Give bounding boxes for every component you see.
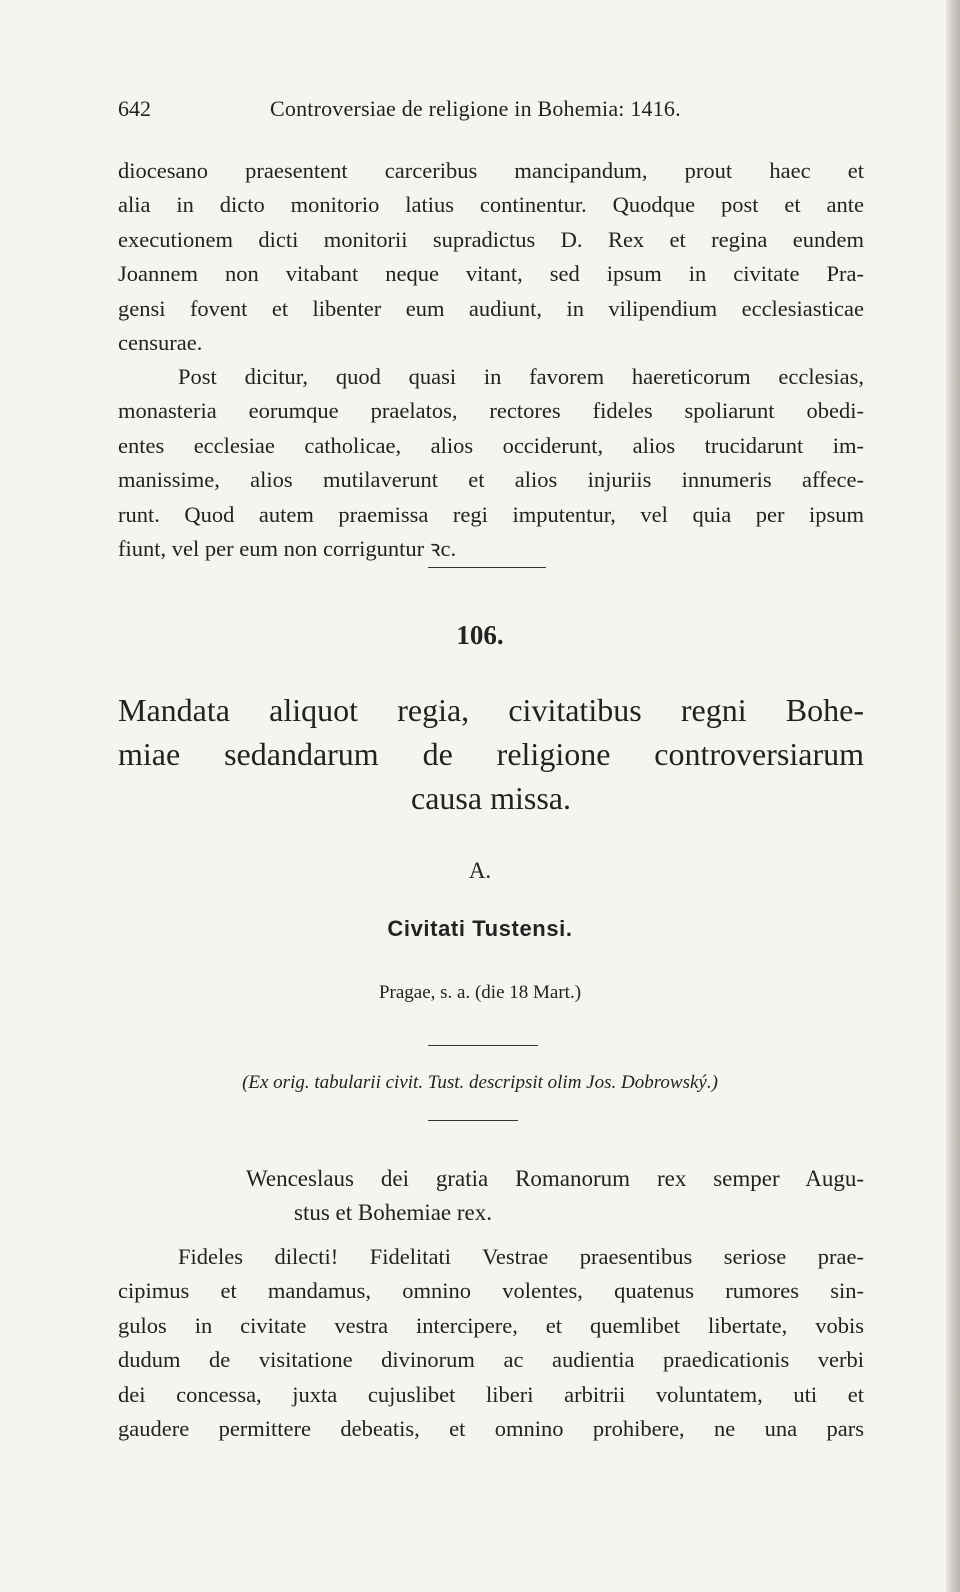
paragraph-3 bbox=[118, 1240, 864, 1446]
text-line: alia in dicto monitorio latius continentur. Quodque post et ante bbox=[118, 192, 864, 218]
addressee-heading: Civitati Tustensi. bbox=[387, 916, 573, 941]
text-line: dei concessa, juxta cujuslibet liberi arbitrii voluntatem, uti et bbox=[118, 1381, 864, 1407]
text-line: dudum de visitatione divinorum ac audientia praedicationis verbi bbox=[118, 1347, 864, 1373]
text-line: Fideles dilecti! Fidelitati Vestrae praesentibus seriose prae- bbox=[178, 1244, 864, 1269]
text-line: monasteria eorumque praelatos, rectores fideles spoliarunt obedi- bbox=[118, 398, 864, 424]
text-line: manissime, alios mutilaverunt et alios injuriis innumeris affece- bbox=[118, 467, 864, 493]
section-divider bbox=[428, 567, 546, 568]
note-divider-top bbox=[428, 1045, 538, 1046]
text-line: gaudere permittere debeatis, et omnino prohibere, ne una pars bbox=[118, 1415, 864, 1441]
text-line: censurae. bbox=[118, 329, 203, 355]
text-line: Joannem non vitabant neque vitant, sed ipsum in civitate Pra- bbox=[118, 261, 864, 287]
paragraph-2 bbox=[118, 360, 864, 566]
note-divider-bottom bbox=[428, 1120, 518, 1121]
document-title bbox=[118, 688, 864, 820]
text-line: gensi fovent et libenter eum audiunt, in vilipendium ecclesiasticae bbox=[118, 295, 864, 321]
source-note: (Ex orig. tabularii civit. Tust. descripsit olim Jos. Dobrowský.) bbox=[242, 1072, 718, 1093]
text-line: fiunt, vel per eum non corriguntur ꝛc. bbox=[118, 535, 457, 561]
text-line: executionem dicti monitorii supradictus D. Rex et regina eundem bbox=[118, 226, 864, 252]
title-line: miae sedandarum de religione controversiarum bbox=[118, 736, 864, 772]
title-line: causa missa. bbox=[411, 780, 571, 816]
salutation bbox=[246, 1162, 864, 1230]
salutation-line: stus et Bohemiae rex. bbox=[294, 1200, 493, 1225]
text-line: Post dicitur, quod quasi in favorem haereticorum ecclesias, bbox=[178, 364, 864, 389]
page-number: 642 bbox=[118, 96, 151, 121]
place-date: Pragae, s. a. (die 18 Mart.) bbox=[378, 982, 582, 1003]
running-title: Controversiae de religione in Bohemia: 1416. bbox=[270, 96, 681, 121]
title-line: Mandata aliquot regia, civitatibus regni Bohe- bbox=[118, 692, 864, 728]
text-line: diocesano praesentent carceribus mancipandum, prout haec et bbox=[118, 158, 864, 183]
text-line: gulos in civitate vestra intercipere, et quemlibet libertate, vobis bbox=[118, 1312, 864, 1338]
section-letter: A. bbox=[468, 858, 492, 883]
page-edge bbox=[946, 0, 960, 1592]
document-number: 106. bbox=[456, 620, 504, 650]
salutation-line: Wenceslaus dei gratia Romanorum rex semper Augu- bbox=[246, 1166, 864, 1191]
text-line: cipimus et mandamus, omnino volentes, quatenus rumores sin- bbox=[118, 1278, 864, 1304]
page-header bbox=[118, 96, 868, 128]
text-line: entes ecclesiae catholicae, alios occiderunt, alios trucidarunt im- bbox=[118, 432, 864, 458]
paragraph-1 bbox=[118, 154, 864, 360]
text-line: runt. Quod autem praemissa regi imputentur, vel quia per ipsum bbox=[118, 501, 864, 527]
